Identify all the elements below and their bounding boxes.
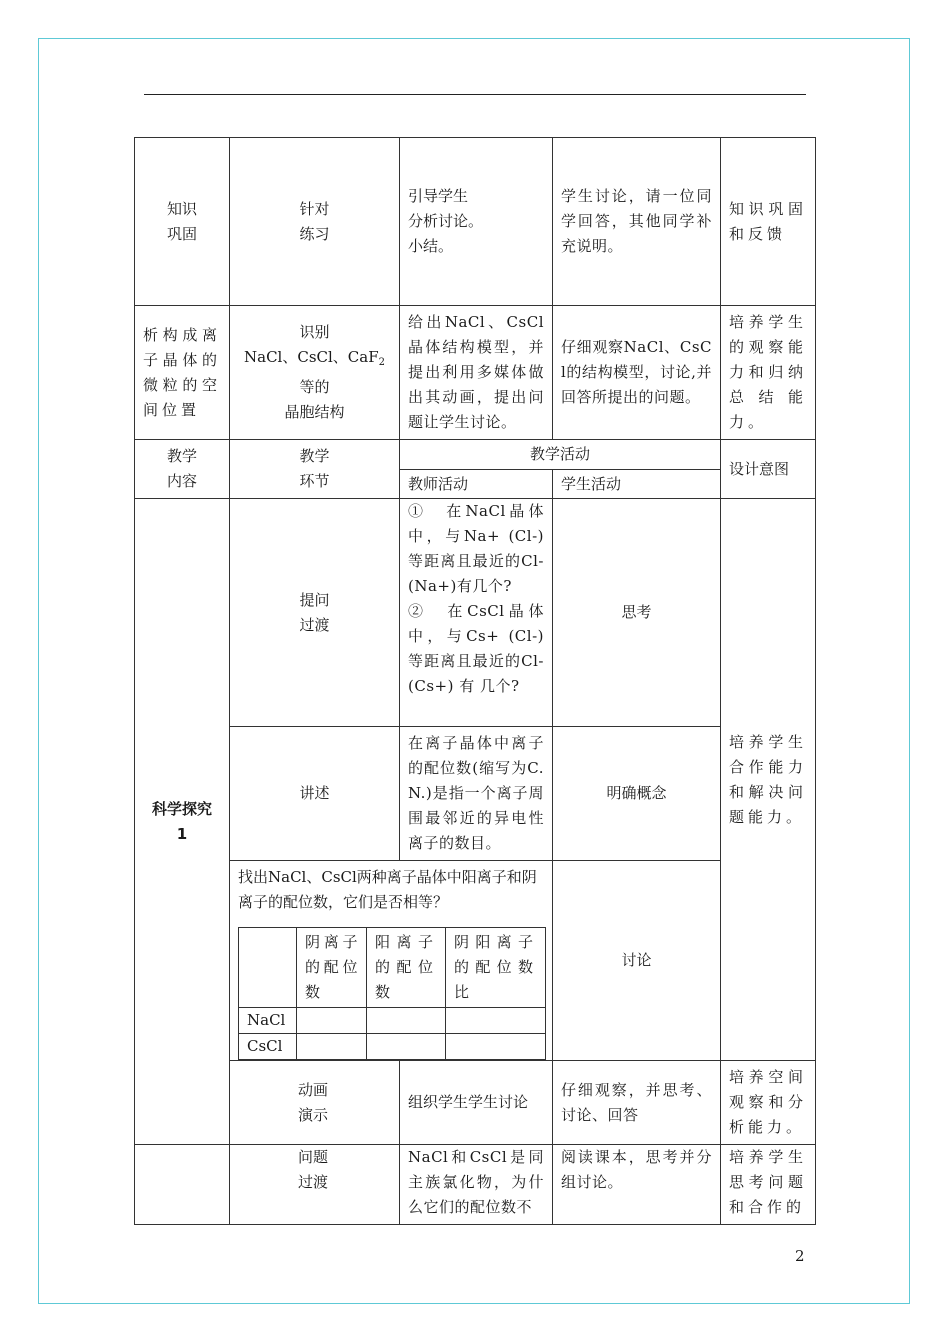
header-rule — [144, 94, 806, 95]
coordination-header-anion: 阴离子的配位数 — [297, 928, 367, 1008]
row-knowledge-consolidation — [135, 138, 816, 306]
cell-segment: 动画 演示 — [230, 1061, 400, 1145]
coordination-header-blank — [239, 928, 297, 1008]
coordination-cell — [367, 1008, 446, 1034]
coordination-header-ratio: 阴阳离子的配位数比 — [446, 928, 546, 1008]
cell-segment: 针对 练习 — [230, 138, 400, 306]
cell-content: 析构成离子晶体的微粒的空间位置 — [135, 306, 230, 440]
lesson-plan-table — [134, 137, 816, 1225]
cell-segment: 讲述 — [230, 727, 400, 861]
coordination-header-cation: 阳离子的配位数 — [367, 928, 446, 1008]
cell-teacher: 组织学生学生讨论 — [400, 1061, 553, 1145]
segment-line-3: 晶胞结构 — [284, 403, 345, 421]
header-row-1 — [135, 440, 816, 470]
cell-explore-intent: 培养学生合作能力和解决问题能力。 — [721, 499, 816, 1061]
header-intent: 设计意图 — [721, 440, 816, 499]
cell-content-empty — [135, 1145, 230, 1225]
cell-teacher: 给出NaCl、CsCl晶体结构模型，并提出利用多媒体做出其动画，提出问题让学生讨论。 — [400, 306, 553, 440]
coordination-row-cscl — [239, 1034, 546, 1060]
segment-line-2 — [238, 345, 391, 400]
cell-student: 阅读课本，思考并分组讨论。 — [553, 1145, 721, 1225]
coordination-row-label: NaCl — [239, 1008, 297, 1034]
cell-intent: 知识巩固和反馈 — [721, 138, 816, 306]
formula-subscript: 2 — [378, 357, 385, 368]
row-crystal-structure — [135, 306, 816, 440]
cell-content: 知识 巩固 — [135, 138, 230, 306]
coordination-header-row — [239, 928, 546, 1008]
cell-segment: 问题 过渡 — [230, 1145, 400, 1225]
cell-student: 明确概念 — [553, 727, 721, 861]
cell-segment — [230, 306, 400, 440]
coordination-table — [238, 927, 546, 1060]
formula-suffix: 等的 — [299, 378, 330, 396]
header-activity: 教学活动 — [400, 440, 721, 470]
cell-explore-content: 科学探究 1 — [135, 499, 230, 1145]
cell-student: 学生讨论，请一位同学回答，其他同学补充说明。 — [553, 138, 721, 306]
header-student: 学生活动 — [553, 469, 721, 499]
header-content: 教学 内容 — [135, 440, 230, 499]
row-question-transition — [135, 499, 816, 727]
cell-teacher: 引导学生 分析讨论。 小结。 — [400, 138, 553, 306]
row-animation — [135, 1061, 816, 1145]
row-lecture — [135, 727, 816, 861]
cell-teacher: ① 在NaCl晶体中，与Na+ (Cl-)等距离且最近的Cl- (Na+)有几个? ② 在CsCl晶体中，与Cs+ (Cl-)等距离且最近的Cl- (Cs+) 有 几个? — [400, 499, 553, 727]
coordination-row-nacl — [239, 1008, 546, 1034]
row-find-coordination — [135, 861, 816, 1061]
row-problem-transition — [135, 1145, 816, 1225]
coordination-cell — [297, 1034, 367, 1060]
segment-line-1: 识别 — [299, 323, 330, 341]
coordination-cell — [446, 1034, 546, 1060]
coordination-cell — [297, 1008, 367, 1034]
cell-segment: 提问 过渡 — [230, 499, 400, 727]
cell-teacher: NaCl和CsCl是同主族氯化物，为什么它们的配位数不 — [400, 1145, 553, 1225]
coordination-cell — [446, 1008, 546, 1034]
coordination-cell — [367, 1034, 446, 1060]
find-question: 找出NaCl、CsCl两种离子晶体中阳离子和阴离子的配位数，它们是否相等？ — [238, 868, 537, 911]
cell-student: 仔细观察，并思考、讨论、回答 — [553, 1061, 721, 1145]
cell-intent: 培养学生的观察能力和归纳总结能力。 — [721, 306, 816, 440]
header-teacher: 教师活动 — [400, 469, 553, 499]
cell-student: 仔细观察NaCl、CsCl的结构模型，讨论,并回答所提出的问题。 — [553, 306, 721, 440]
cell-find — [230, 861, 553, 1061]
header-segment: 教学 环节 — [230, 440, 400, 499]
page-number: 2 — [795, 1247, 805, 1265]
cell-intent: 培养学生思考问题和合作的 — [721, 1145, 816, 1225]
coordination-row-label: CsCl — [239, 1034, 297, 1060]
cell-student: 讨论 — [553, 861, 721, 1061]
cell-student: 思考 — [553, 499, 721, 727]
cell-teacher: 在离子晶体中离子的配位数(缩写为C.N.)是指一个离子周围最邻近的异电性离子的数目。 — [400, 727, 553, 861]
formula-text: NaCl、CsCl、CaF — [244, 348, 379, 366]
cell-intent: 培养空间观察和分析能力。 — [721, 1061, 816, 1145]
